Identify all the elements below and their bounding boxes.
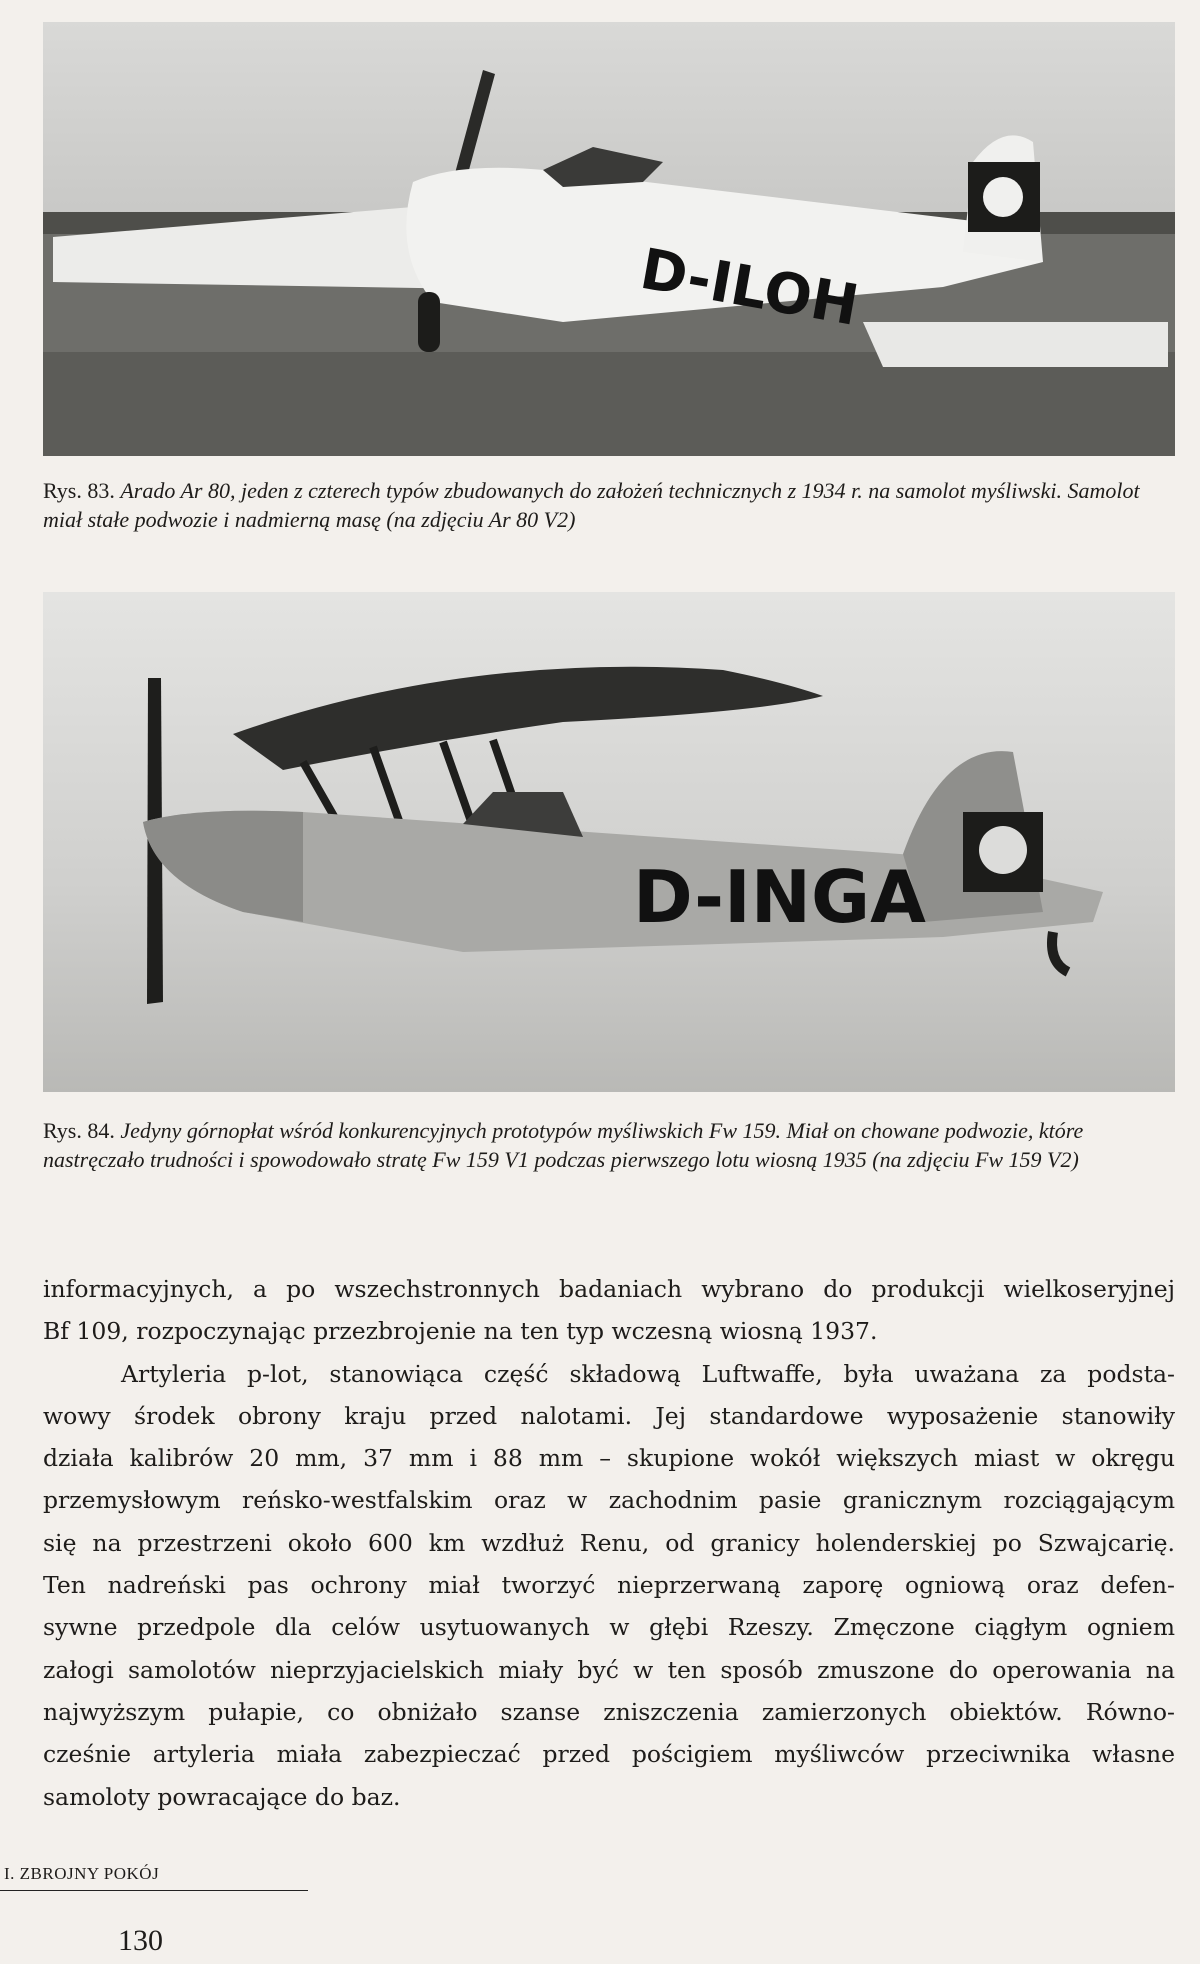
body-line: wowy środek obrony kraju przed nalotami. Jej standardowe wyposażenie stanowiły (43, 1401, 1175, 1430)
page-number: 130 (118, 1924, 163, 1957)
registration-d-iloh: D-ILOH (635, 236, 864, 339)
body-line: przemysłowym reńsko-westfalskim oraz w zachodnim pasie granicznym rozciągającym (43, 1486, 1175, 1515)
body-line: działa kalibrów 20 mm, 37 mm i 88 mm – skupione wokół większych miast w okręgu (43, 1444, 1175, 1473)
figure-caption-83 (43, 476, 1175, 534)
caption-text: Jedyny górnopłat wśród konkurencyjnych prototypów myśliwskich Fw 159. Miał on chowane podwozie, które nastręczało trudności i spowodowało stratę Fw 159 V1 podczas pierwszego lotu wiosną 1935 (na zdjęciu Fw 159 V2) (43, 1118, 1084, 1172)
photo-focke-wulf-fw159 (43, 592, 1175, 1092)
body-line: Ten nadreński pas ochrony miał tworzyć nieprzerwaną zaporę ogniową oraz defen- (43, 1571, 1175, 1600)
figure-caption-84 (43, 1116, 1175, 1174)
body-line: się na przestrzeni około 600 km wzdłuż Renu, od granicy holenderskiej po Szwajcarię. (43, 1528, 1175, 1557)
fw159-illustration (43, 592, 1175, 1092)
registration-d-inga: D-INGA (633, 855, 926, 939)
body-line: najwyższym pułapie, co obniżało szanse zniszczenia zamierzonych obiektów. Równo- (43, 1697, 1175, 1726)
caption-text: Arado Ar 80, jeden z czterech typów zbudowanych do założeń technicznych z 1934 r. na samolot myśliwski. Samolot miał stałe podwozie i nadmierną masę (na zdjęciu Ar 80 V2) (43, 478, 1140, 532)
body-line: Artyleria p-lot, stanowiąca część składową Luftwaffe, była uważana za podsta- (121, 1359, 1175, 1388)
body-line: samoloty powracające do baz. (43, 1782, 401, 1811)
caption-label: Rys. 84. (43, 1118, 115, 1143)
body-line: Bf 109, rozpoczynając przezbrojenie na ten typ wczesną wiosną 1937. (43, 1317, 878, 1346)
body-line: załogi samolotów nieprzyjacielskich miały być w ten sposób zmuszone do operowania na (43, 1655, 1175, 1684)
body-line: informacyjnych, a po wszechstronnych badaniach wybrano do produkcji wielkoseryjnej (43, 1275, 1175, 1303)
body-line: sywne przedpole dla celów usytuowanych w głębi Rzeszy. Zmęczone ciągłym ogniem (43, 1613, 1175, 1642)
body-text (43, 1268, 1175, 1818)
running-head: I. ZBROJNY POKÓJ (0, 1864, 308, 1891)
caption-label: Rys. 83. (43, 478, 115, 503)
arado-ar80-illustration (43, 22, 1175, 456)
photo-arado-ar80 (43, 22, 1175, 456)
body-line: cześnie artyleria miała zabezpieczać przed pościgiem myśliwców przeciwnika własne (43, 1740, 1175, 1769)
